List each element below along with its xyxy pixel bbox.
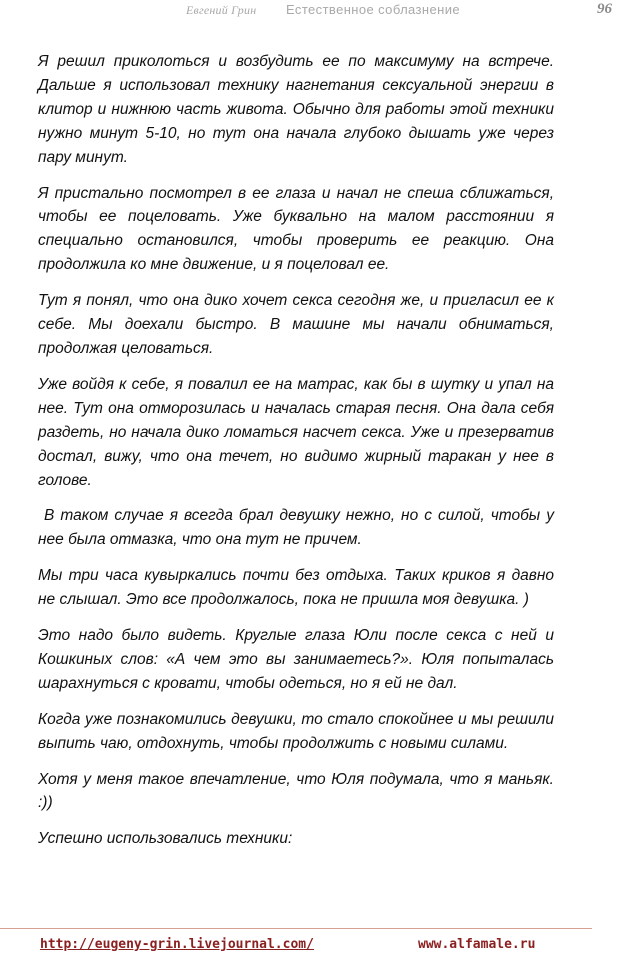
paragraph: Я пристально посмотрел в ее глаза и начал не спеша сближаться, чтобы ее поцеловать. Уже буквально на малом расстоянии я специально остановился, чтобы проверить ее реакцию. Она продолжила ко мне движение, и я поцеловал ее. — [38, 184, 554, 274]
footer-link-livejournal[interactable]: http://eugeny-grin.livejournal.com/ — [40, 937, 314, 952]
paragraph: Я решил приколоться и возбудить ее по максимуму на встрече. Дальше я использовал технику нагнетания сексуальной энергии в клитор и нижнюю часть живота. Обычно для работы этой техники нужно минут 5-10, но тут она начала глубоко дышать уже через пару минут. — [38, 53, 554, 166]
page-number: 96 — [597, 1, 612, 17]
paragraph: Тут я понял, что она дико хочет секса сегодня же, и пригласил ее к себе. Мы доехали быстро. В машине мы начали обниматься, продолжая целоваться. — [38, 292, 554, 357]
paragraph: В таком случае я всегда брал девушку нежно, но с силой, чтобы у нее была отмазка, что она тут не причем. — [38, 507, 559, 549]
paragraph: Успешно использовались техники: — [38, 830, 293, 848]
header-title: Естественное соблазнение — [286, 2, 460, 17]
paragraph: Уже войдя к себе, я повалил ее на матрас, как бы в шутку и упал на нее. Тут она отморозилась и началась старая песня. Она дала себя раздеть, но начала дико ломаться насчет секса. Уже и презерватив достал, вижу, что она течет, но видимо жирный таракан у нее в голове. — [38, 375, 554, 489]
paragraph: Хотя у меня такое впечатление, что Юля подумала, что я маньяк. :)) — [38, 770, 554, 812]
page-header — [0, 0, 620, 26]
paragraph: Мы три часа кувыркались почти без отдыха. Таких криков я давно не слышал. Это все продолжалось, пока не пришла моя девушка. ) — [38, 567, 554, 609]
footer-divider — [0, 928, 592, 929]
footer-link-alfamale[interactable]: www.alfamale.ru — [418, 937, 536, 952]
page-body — [38, 50, 559, 863]
paragraph: Когда уже познакомились девушки, то стало спокойнее и мы решили выпить чаю, отдохнуть, чтобы продолжить с новыми силами. — [38, 710, 554, 752]
paragraph: Это надо было видеть. Круглые глаза Юли после секса с ней и Кошкиных слов: «А чем это вы занимаетесь?». Юля попыталась шарахнуться с кровати, чтобы одеться, но я ей не дал. — [38, 627, 554, 692]
header-author: Евгений Грин — [186, 3, 257, 17]
